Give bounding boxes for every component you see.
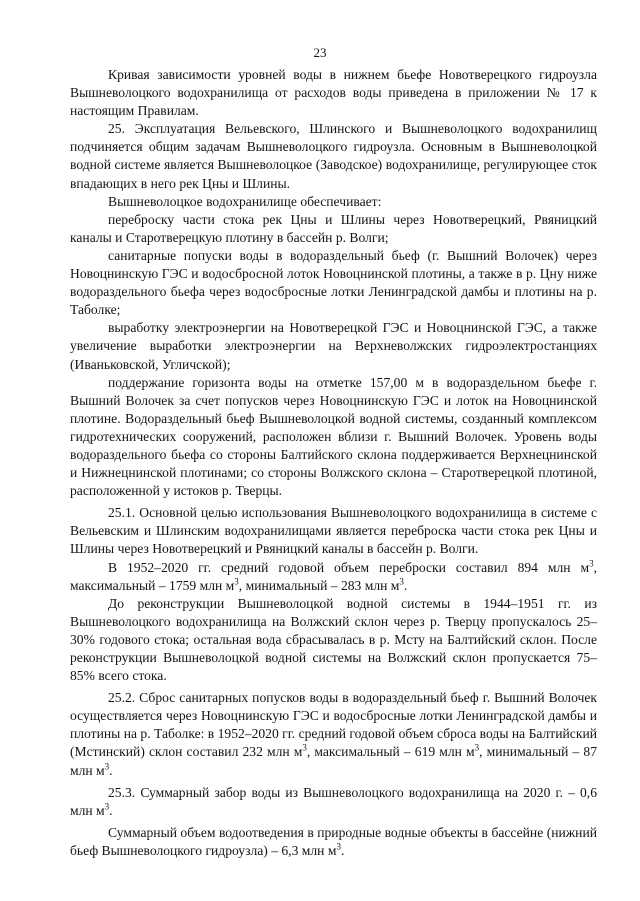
paragraph-power-generation: выработку электроэнергии на Новотверецкой ГЭС и Новоцнинской ГЭС, а также увеличение выработки электроэнергии на Верхневолжских гидроэлектростанциях (Иваньковской, Угличской); xyxy=(70,320,597,372)
page-number: 23 xyxy=(313,45,327,60)
paragraph-water-level: поддержание горизонта воды на отметке 157,00 м в водораздельном бьефе г. Вышний Волочек за счет попусков через Новоцнинскую ГЭС и лоток на Новоцнинской плотине. Водораздельный бьеф Вышневолоцкой водной системы, созданный комплексом гидротехнических сооружений, расположен вблизи г. Вышний Волочек. Уровень воды водораздельного бьефа со стороны Балтийского склона поддерживается Верхнецнинской и Нижнецнинской плотинами; со стороны Волжского склона – Старотверецкой плотиной, расположенной у истоков р. Тверцы. xyxy=(70,374,597,499)
paragraph-transfer: переброску части стока рек Цны и Шлины через Новотверецкий, Рвяницкий каналы и Старотверецкую плотину в бассейн р. Волги; xyxy=(70,211,597,245)
paragraph-25-3: 25.3. Суммарный забор воды из Вышневолоцкого водохранилища на 2020 г. – 0,6 млн $м^3$. xyxy=(70,784,597,818)
paragraph-provides-intro: Вышневолоцкое водохранилище обеспечивает: xyxy=(108,193,382,209)
paragraph-sanitary-releases: санитарные попуски воды в водораздельный бьеф (г. Вышний Волочек) через Новоцнинскую ГЭС и водосбросной лоток Новоцнинской плотины, а также в р. Цну ниже водораздельного бьефа через водосбросные лотки Ленинградской дамбы и плотины на р. Таболке; xyxy=(70,247,597,318)
paragraph-25-1: 25.1. Основной целью использования Вышневолоцкого водохранилища в системе с Вельевским и Шлинским водохранилищами является переброска части стока рек Цны и Шлины через Новотверецкий и Рвяницкий каналы в бассейн р. Волги. xyxy=(70,505,597,557)
paragraph-curve-reference: Кривая зависимости уровней воды в нижнем бьефе Новотверецкого гидроузла Вышневолоцкого водохранилища от расходов воды приведена в приложении № 17 к настоящим Правилам. xyxy=(70,67,597,119)
paragraph-reconstruction: До реконструкции Вышневолоцкой водной системы в 1944–1951 гг. из Вышневолоцкого водохранилища на Волжский склон через р. Тверцу пропускалось 25–30% годового стока; остальная вода сбрасывалась в р. Мсту на Балтийский склон. После реконструкции Вышневолоцкой водной системы на Волжский склон пропускается 75–85% всего стока. xyxy=(70,595,597,684)
body-text xyxy=(70,66,597,860)
paragraph-25-2: 25.2. Сброс санитарных попусков воды в водораздельный бьеф г. Вышний Волочек осуществляется через Новоцнинскую ГЭС и водосбросные лотки Ленинградской дамбы и плотины на р. Таболке: в 1952–2020 гг. средний годовой объем сброса воды на Балтийский (Мстинский) склон составил 232 млн $м^3$, максимальный – 619 млн $м^3$, минимальный – 87 млн $м^3$. xyxy=(70,690,597,778)
paragraph-transfer-volume: В 1952–2020 гг. средний годовой объем переброски составил 894 млн $м^3$, максимальный – 1759 млн $м^3$, минимальный – 283 млн $м^3$. xyxy=(70,558,597,593)
paragraph-wastewater: Суммарный объем водоотведения в природные водные объекты в бассейне (нижний бьеф Вышневолоцкого гидроузла) – 6,3 млн $м^3$. xyxy=(70,824,597,858)
paragraph-25: 25. Эксплуатация Вельевского, Шлинского и Вышневолоцкого водохранилищ подчиняется общим задачам Вышневолоцкого гидроузла. Основным в Вышневолоцкой водной системе является Вышневолоцкое (Заводское) водохранилище, регулирующее сток впадающих в него рек Цны и Шлины. xyxy=(70,121,597,191)
